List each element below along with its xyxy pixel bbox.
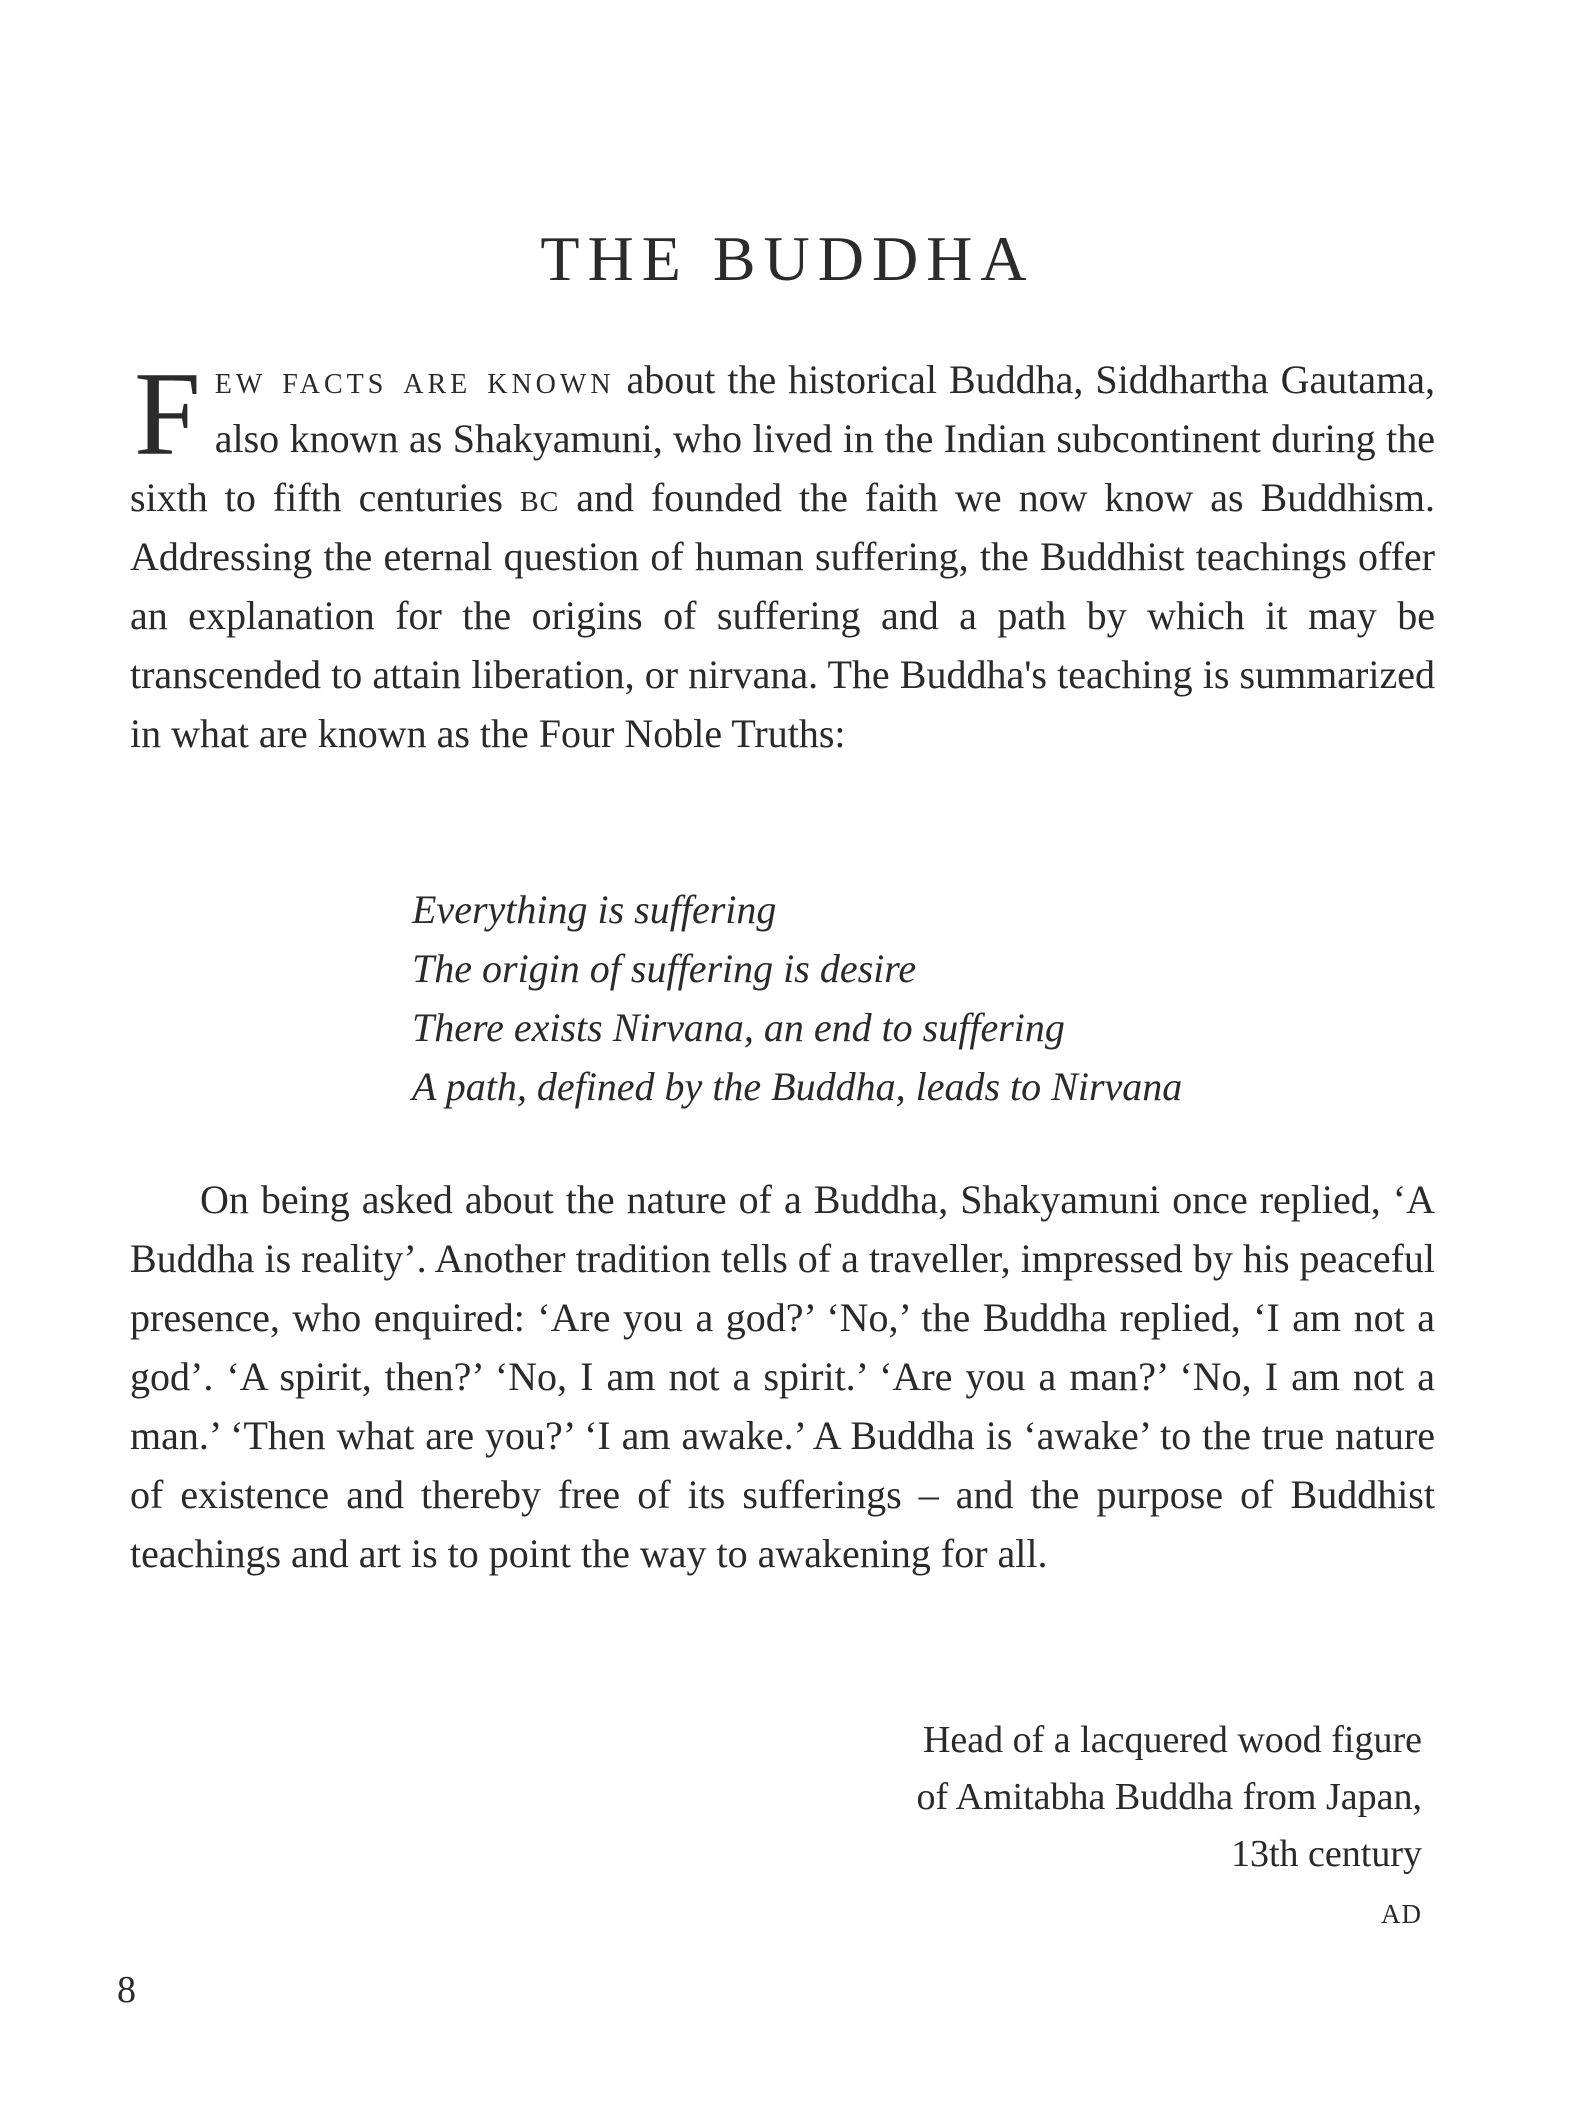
- image-caption: [722, 1712, 1422, 1940]
- era-abbreviation-bc: bc: [519, 475, 560, 520]
- drop-cap: F: [134, 347, 201, 480]
- noble-truths-list: [412, 880, 1182, 1116]
- page-title: THE BUDDHA: [540, 223, 1035, 294]
- intro-text-part2: and founded the faith we now know as Buddhism. Addressing the eternal question of human suffering, the Buddhist teachings offer an explanation for the origins of suffering and a path by which it may be transcended to attain liberation, or nirvana. The Buddha's teaching is summarized in what are known as the Four Noble Truths:: [130, 475, 1436, 756]
- page-number: 8: [117, 1969, 136, 2011]
- intro-text-part1: about the historical Buddha, Siddhartha Gautama, also known as Shakyamuni, who lived in the Indian subcontinent during the sixth to fifth centuries: [130, 357, 1435, 520]
- noble-truth-2: The origin of suffering is desire: [412, 946, 917, 991]
- caption-line-2: of Amitabha Buddha from Japan,: [916, 1776, 1422, 1818]
- caption-line-3: [722, 1826, 1422, 1940]
- caption-line-1: Head of a lacquered wood figure: [922, 1719, 1422, 1761]
- intro-paragraph: [130, 347, 1436, 763]
- era-abbreviation-ad: ad: [1381, 1890, 1422, 1932]
- noble-truth-3: There exists Nirvana, an end to suffering: [412, 1005, 1065, 1050]
- lead-in: ew facts are known: [214, 357, 615, 402]
- second-paragraph: On being asked about the nature of a Buddha, Shakyamuni once replied, ‘A Buddha is reality’. Another tradition tells of a traveller, impressed by his peaceful presence, who enquired: ‘Are you a god?’ ‘No,’ the Buddha replied, ‘I am not a god’. ‘A spirit, then?’ ‘No, I am not a spirit.’ ‘Are you a man?’ ‘No, I am not a man.’ ‘Then what are you?’ ‘I am awake.’ A Buddha is ‘awake’ to the true nature of existence and thereby free of its sufferings – and the purpose of Buddhist teachings and art is to point the way to awakening for all.: [130, 1177, 1435, 1576]
- noble-truth-1: Everything is suffering: [412, 887, 777, 932]
- noble-truth-4: A path, defined by the Buddha, leads to Nirvana: [412, 1064, 1183, 1109]
- caption-century: 13th century: [1230, 1833, 1422, 1875]
